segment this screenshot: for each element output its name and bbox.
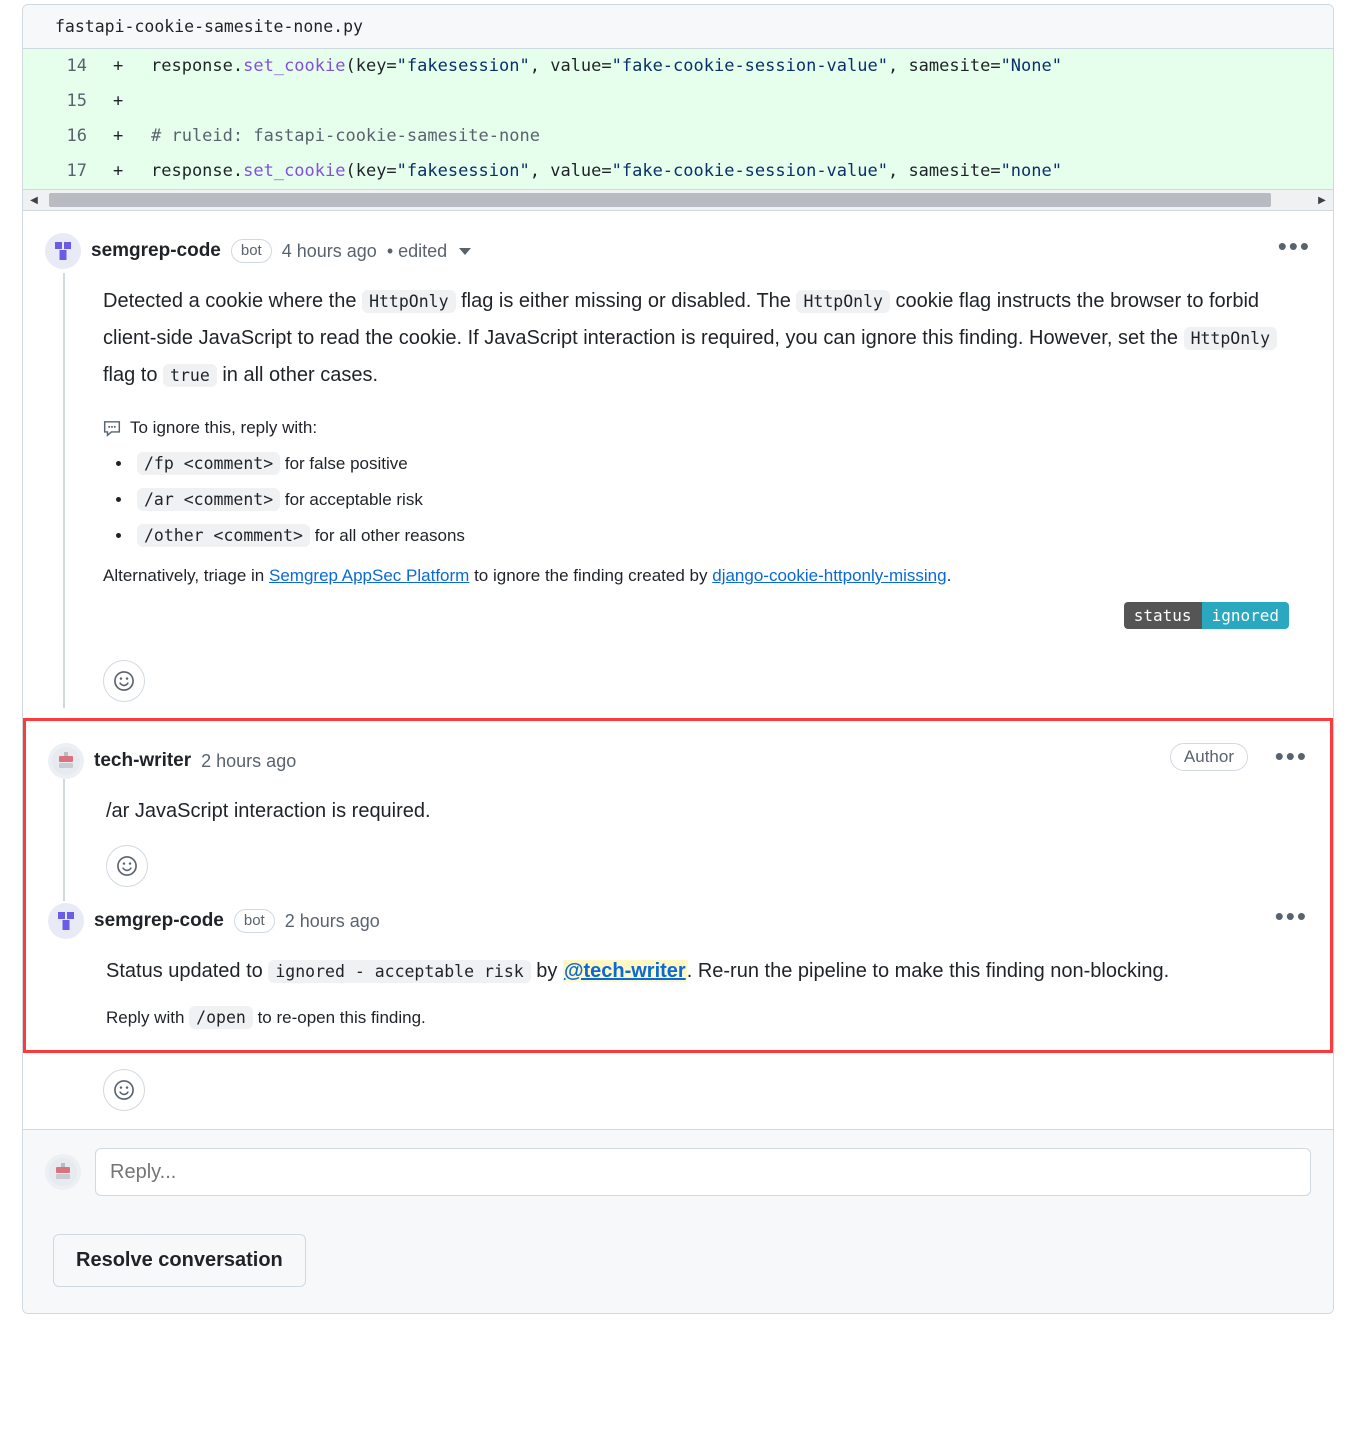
reply-input[interactable] [95,1148,1311,1196]
add-reaction-button[interactable] [103,660,145,702]
status-badge-value: ignored [1202,602,1289,629]
body-text-3: cookie flag instructs the browser to forbid client-side JavaScript to read the cookie. If JavaScript interaction is required, you can ignore this finding. However, set the [103,290,1260,349]
inline-code-httponly-1: HttpOnly [362,290,455,313]
add-reaction-button[interactable] [106,845,148,887]
semgrep-logo-icon [51,239,75,263]
status-text-1: Status updated to [106,960,263,982]
avatar[interactable] [48,903,84,939]
avatar[interactable] [45,1154,81,1190]
status-badge-key: status [1124,602,1202,629]
comment-body [106,953,1308,990]
avatar[interactable] [45,233,81,269]
diff-line [23,84,1333,119]
body-text-4: flag to [103,364,158,386]
comment-bubble-icon [103,419,121,437]
diff-line-marker: + [113,126,124,146]
comment-body [103,283,1311,394]
rule-link[interactable]: django-cookie-httponly-missing [712,566,947,585]
diff-line-marker: + [113,91,124,111]
list-item [133,446,1311,482]
ignore-instructions [103,418,1311,438]
comment-timestamp[interactable]: 4 hours ago [281,240,377,261]
diff-code-block [23,49,1333,189]
inline-code-true: true [163,364,217,387]
review-thread-panel [22,4,1334,1314]
user-mention-link[interactable]: @tech-writer [563,960,686,982]
comment-tech-writer [26,721,1330,887]
diff-line-number: 17 [66,161,87,181]
diff-horizontal-scrollbar[interactable] [23,189,1333,211]
inline-code-other: /other <comment> [137,524,310,547]
diff-line [23,49,1333,84]
inline-code-httponly-2: HttpOnly [796,290,889,313]
scroll-left-arrow-icon[interactable]: ◀ [30,194,38,206]
reason-text-ar: for acceptable risk [284,490,423,509]
avatar[interactable] [48,743,84,779]
author-badge: Author [1170,743,1248,771]
highlighted-comments-region [23,718,1333,1053]
comment-menu-button[interactable]: ••• [1274,741,1308,771]
status-text-2: by [536,960,558,982]
bot-badge: bot [234,909,275,933]
reason-text-other: for all other reasons [314,526,465,545]
thread-footer [23,1214,1333,1313]
comment-menu-button[interactable]: ••• [1274,901,1308,931]
smiley-icon [113,1079,135,1101]
ignore-instructions-text: To ignore this, reply with: [130,418,318,437]
semgrep-platform-link[interactable]: Semgrep AppSec Platform [269,566,470,585]
comment-timestamp[interactable]: 2 hours ago [284,910,380,931]
inline-code-ar: /ar <comment> [137,488,280,511]
body-text-5: in all other cases. [222,364,378,386]
comment-menu-button[interactable]: ••• [1277,231,1311,261]
bot-badge: bot [231,239,272,263]
comment-author[interactable]: semgrep-code [91,240,221,261]
scrollbar-thumb[interactable] [49,193,1271,207]
comment-body: /ar JavaScript interaction is required. [106,800,431,822]
alt-prefix: Alternatively, triage in [103,566,265,585]
diff-line-marker: + [113,56,124,76]
diff-filename: fastapi-cookie-samesite-none.py [55,17,363,36]
list-item [133,518,1311,554]
reaction-row-bottom [23,1069,1333,1129]
alternative-triage-line [103,566,1311,586]
comment-header [48,743,1308,779]
inline-code-open: /open [189,1006,253,1029]
comment-semgrep-status [26,887,1330,1050]
smiley-icon [116,855,138,877]
user-avatar-icon [49,1158,77,1186]
diff-line-number: 15 [66,91,87,111]
status-text-3: . Re-run the pipeline to make this finding non-blocking. [686,960,1170,982]
diff-line-marker: + [113,161,124,181]
semgrep-logo-icon [54,909,78,933]
diff-line [23,119,1333,154]
user-avatar-icon [52,747,80,775]
list-item [133,482,1311,518]
scroll-right-arrow-icon[interactable]: ▶ [1318,194,1326,206]
alt-middle: to ignore the finding created by [474,566,708,585]
diff-line-number: 14 [66,56,87,76]
thread-line [63,779,65,901]
alt-suffix: . [946,566,952,585]
comment-author[interactable]: tech-writer [94,750,192,771]
comment-header [48,903,1308,939]
comment-header [45,233,1311,269]
inline-code-status: ignored - acceptable risk [268,960,530,983]
comment-edited-label[interactable]: • edited [386,240,448,261]
reopen-text-2: to re-open this finding. [257,1008,426,1027]
diff-line-code: # ruleid: fastapi-cookie-samesite-none [151,126,540,146]
reopen-instruction [106,1008,1308,1028]
comment-timestamp[interactable]: 2 hours ago [201,750,297,771]
smiley-icon [113,670,135,692]
resolve-conversation-button[interactable]: Resolve conversation [53,1234,306,1287]
chevron-down-icon[interactable] [459,248,471,255]
reason-text-fp: for false positive [284,454,408,473]
diff-line-code: response.set_cookie(key="fakesession", value="fake-cookie-session-value", samesite="none" [151,161,1062,181]
status-badge [1124,602,1289,629]
inline-code-fp: /fp <comment> [137,452,280,475]
reply-row [23,1129,1333,1214]
status-pill-row [45,602,1311,644]
inline-code-httponly-3: HttpOnly [1184,327,1277,350]
comment-semgrep-first [23,211,1333,708]
body-text-1: Detected a cookie where the [103,290,357,312]
body-text-2: flag is either missing or disabled. The [461,290,791,312]
diff-line-code: response.set_cookie(key="fakesession", value="fake-cookie-session-value", samesite="None" [151,56,1062,76]
add-reaction-button[interactable] [103,1069,145,1111]
diff-line [23,154,1333,189]
ignore-reason-list [115,446,1311,554]
diff-line-number: 16 [66,126,87,146]
comment-author[interactable]: semgrep-code [94,910,224,931]
reopen-text-1: Reply with [106,1008,185,1027]
diff-file-header[interactable] [23,5,1333,49]
